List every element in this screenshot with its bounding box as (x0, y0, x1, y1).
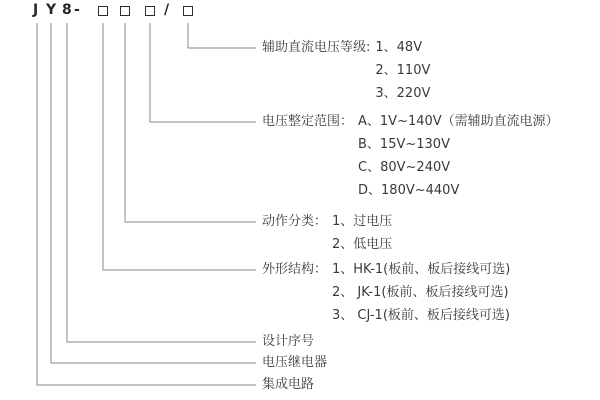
annotation-label: 电压继电器 (262, 355, 328, 370)
model-character: Y (46, 2, 57, 18)
annotation-group (262, 110, 559, 202)
annotation-item: 1、48V (375, 40, 423, 55)
annotation-item: 1、过电压 (332, 214, 393, 229)
model-placeholder-box (183, 6, 193, 16)
connector-line (67, 23, 256, 342)
annotation-item: B、15V~130V (358, 137, 450, 152)
annotation-item: A、1V~140V（需辅助直流电源） (358, 114, 559, 129)
annotation-group (262, 36, 430, 105)
model-character: - (74, 2, 80, 18)
connector-line (150, 23, 256, 122)
annotation-item: C、80V~240V (358, 160, 451, 175)
annotation-group (262, 258, 510, 327)
model-placeholder-box (145, 6, 155, 16)
annotation-item: 2、低电压 (332, 237, 393, 252)
model-code (0, 0, 600, 22)
annotation-group (262, 210, 392, 256)
model-placeholder-box (98, 6, 108, 16)
annotation-label: 辅助直流电压等级: (262, 40, 371, 55)
annotation-items (332, 210, 392, 256)
annotation-group (262, 330, 314, 353)
model-character: J (33, 2, 39, 18)
annotation-item: 2、110V (375, 63, 431, 78)
annotation-label: 动作分类： (262, 214, 328, 229)
annotation-item: 3、220V (375, 86, 431, 101)
annotation-items (332, 258, 510, 327)
annotation-label: 外形结构： (262, 262, 328, 277)
connector-line (37, 23, 256, 385)
annotation-item: 2、 JK-1(板前、板后接线可选) (332, 285, 509, 300)
annotation-items (358, 110, 559, 202)
model-character: / (164, 2, 170, 18)
annotation-items (375, 36, 430, 105)
model-placeholder-box (120, 6, 130, 16)
annotation-label: 电压整定范围： (262, 114, 354, 129)
connector-line (51, 23, 256, 363)
annotation-label: 设计序号 (262, 334, 315, 349)
model-character: 8 (62, 2, 72, 18)
annotation-item: 3、 CJ-1(板前、板后接线可选) (332, 308, 510, 323)
annotation-item: 1、HK-1(板前、板后接线可选) (332, 262, 511, 277)
annotation-label: 集成电路 (262, 377, 315, 392)
annotation-group (262, 351, 327, 374)
connector-line (103, 23, 256, 270)
annotation-item: D、180V~440V (358, 183, 460, 198)
connector-line (188, 23, 256, 48)
annotation-group (262, 373, 314, 396)
